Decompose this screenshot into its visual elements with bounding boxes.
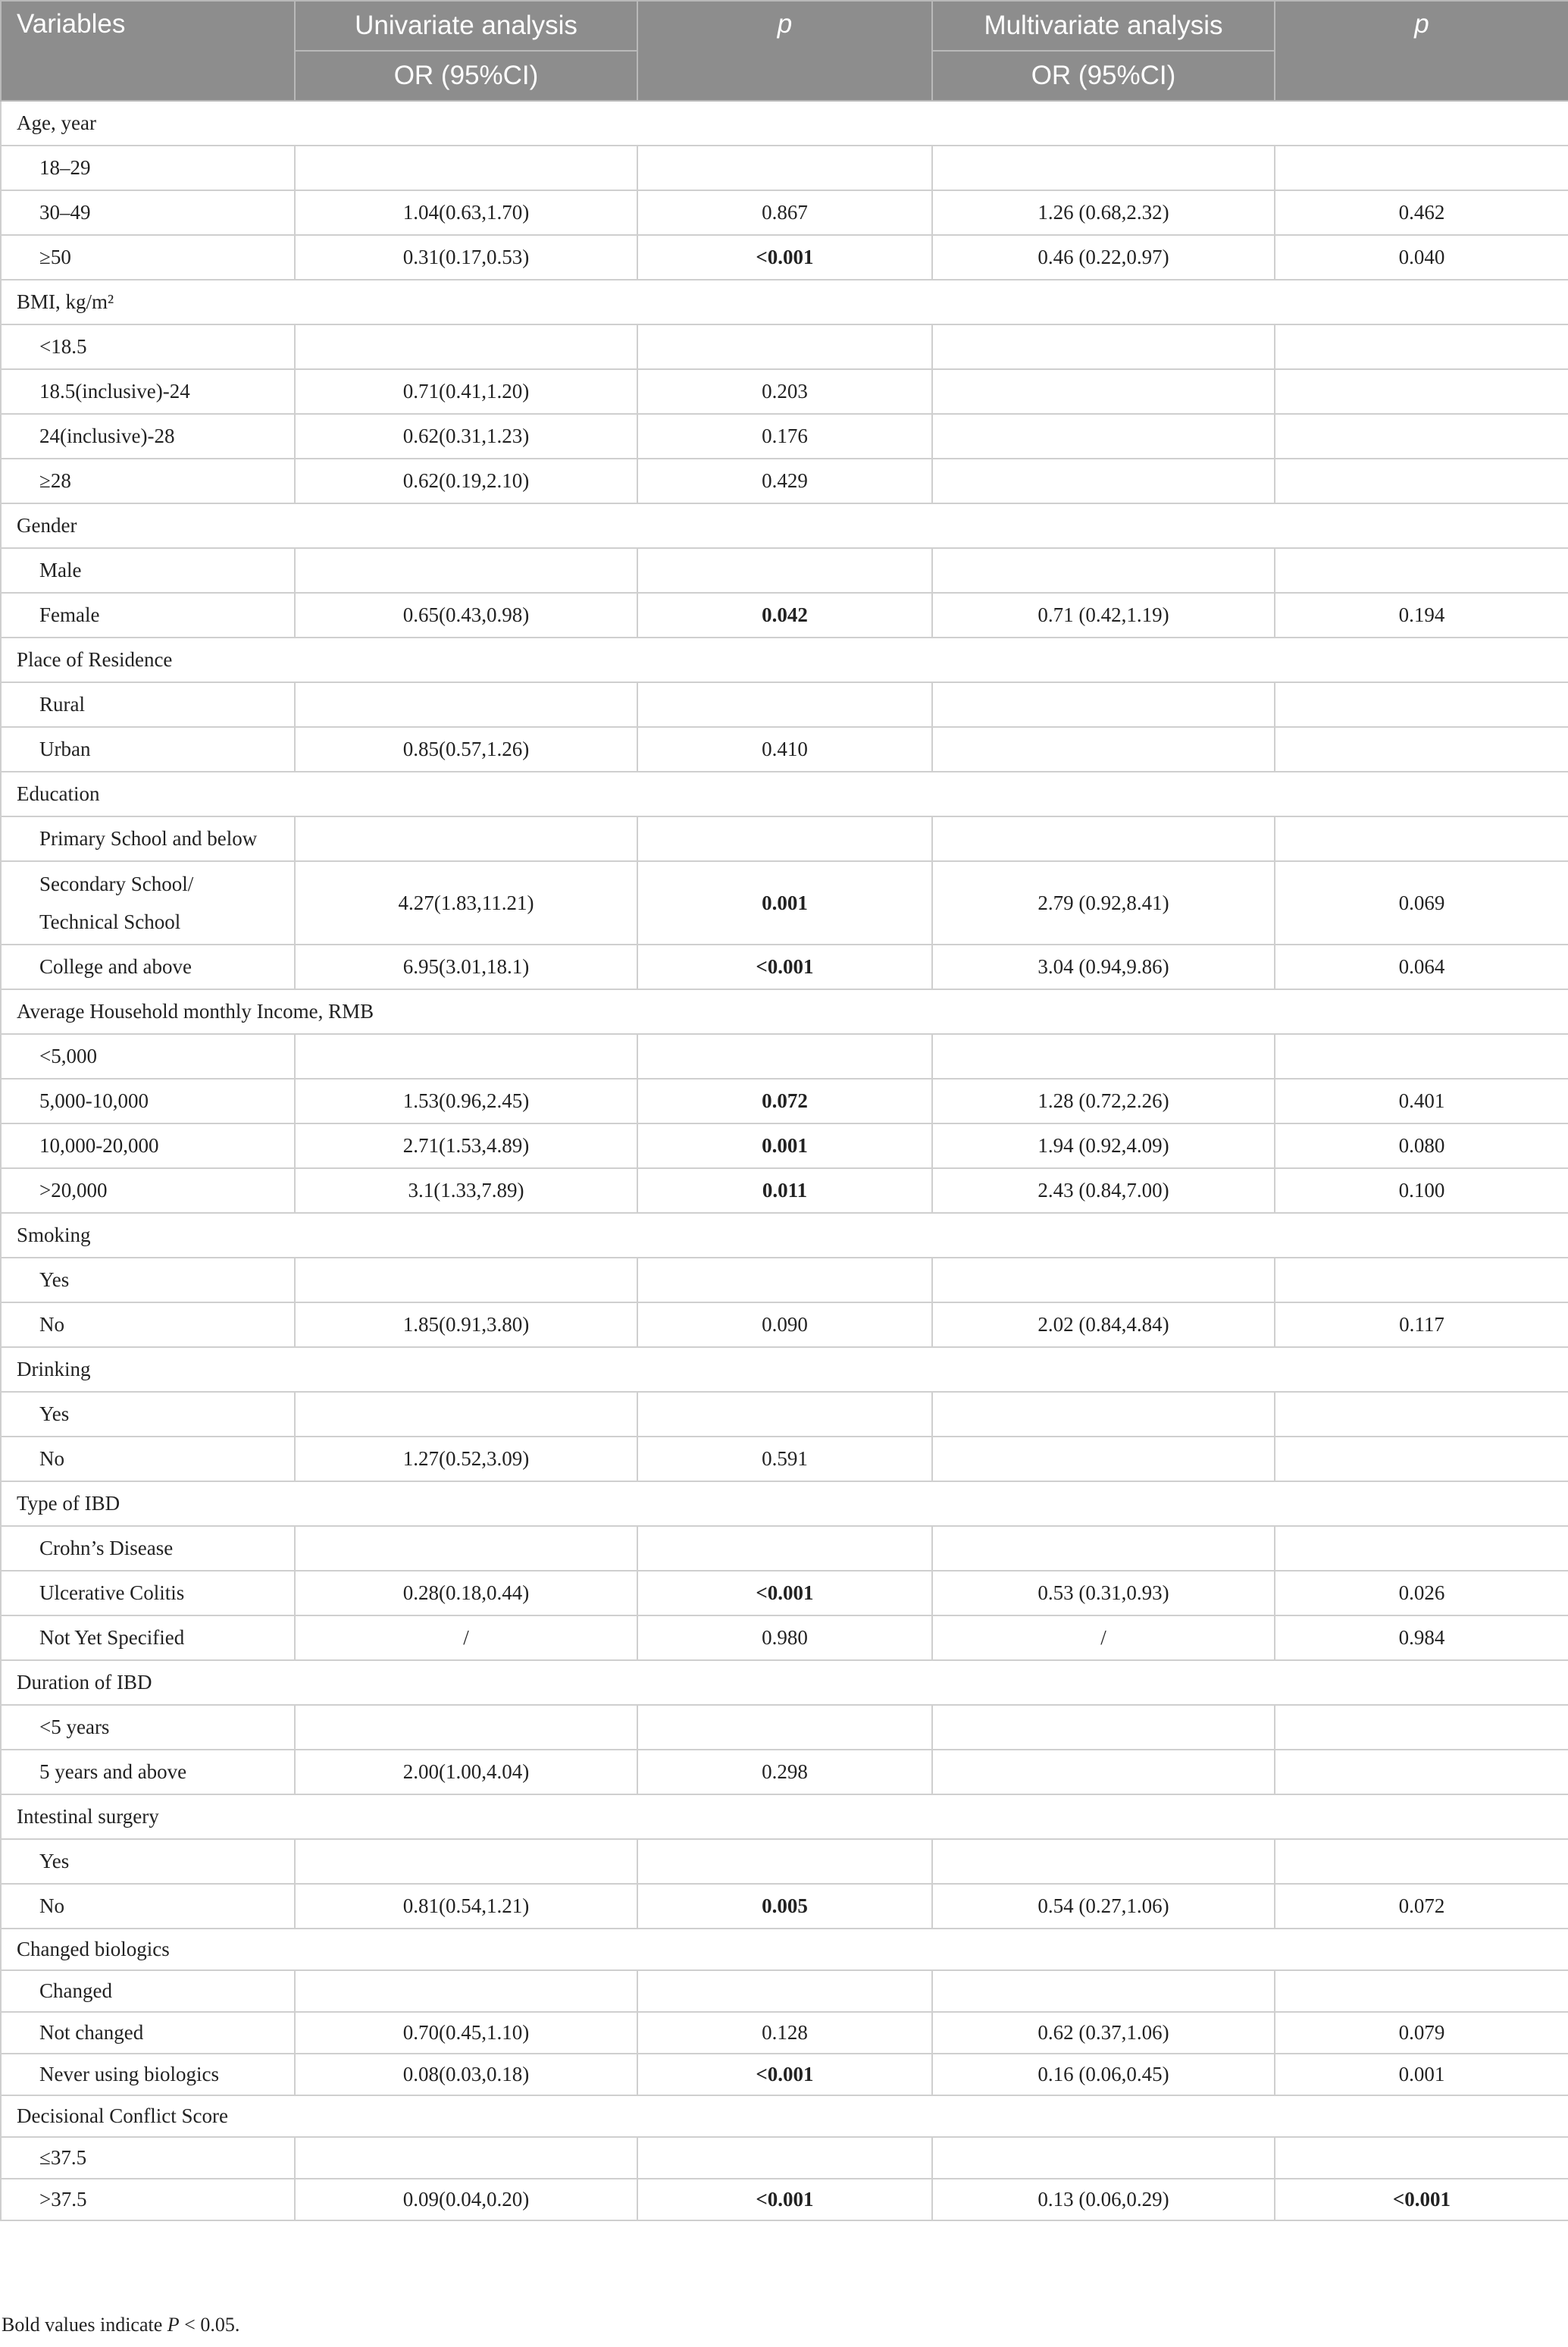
univariate-or-cell [295, 324, 637, 369]
table-row [1, 861, 1568, 945]
category-label: BMI, kg/m² [1, 280, 1568, 324]
table-row [1, 1034, 1568, 1079]
univariate-p-cell [637, 2137, 932, 2179]
multivariate-or-cell [932, 1437, 1275, 1481]
univariate-p-cell: 0.176 [637, 414, 932, 459]
multivariate-p-cell: 0.117 [1275, 1302, 1568, 1347]
multivariate-p-cell: 0.040 [1275, 235, 1568, 280]
header-univariate: Univariate analysis [295, 1, 637, 51]
table-row [1, 816, 1568, 861]
univariate-p-cell [637, 1526, 932, 1571]
table-row [1, 727, 1568, 772]
univariate-or-cell: 6.95(3.01,18.1) [295, 945, 637, 989]
category-label: Duration of IBD [1, 1660, 1568, 1705]
univariate-or-cell [295, 1034, 637, 1079]
table-row [1, 1392, 1568, 1437]
univariate-p-cell: 0.203 [637, 369, 932, 414]
category-label: Decisional Conflict Score [1, 2095, 1568, 2137]
univariate-or-cell [295, 1839, 637, 1884]
row-label: Ulcerative Colitis [1, 1571, 295, 1615]
footnote-p-letter: P [167, 2314, 180, 2336]
row-label: 5,000-10,000 [1, 1079, 295, 1123]
table-row [1, 2137, 1568, 2179]
univariate-or-cell: 1.53(0.96,2.45) [295, 1079, 637, 1123]
multivariate-or-cell [932, 1839, 1275, 1884]
multivariate-or-cell [932, 369, 1275, 414]
univariate-p-cell: 0.128 [637, 2012, 932, 2054]
univariate-or-cell: 0.71(0.41,1.20) [295, 369, 637, 414]
univariate-p-cell [637, 1258, 932, 1302]
multivariate-p-cell: 0.401 [1275, 1079, 1568, 1123]
multivariate-p-cell [1275, 1750, 1568, 1794]
multivariate-or-cell [932, 146, 1275, 190]
category-row [1, 1213, 1568, 1258]
table-row [1, 1750, 1568, 1794]
univariate-or-cell: 0.70(0.45,1.10) [295, 2012, 637, 2054]
table-row [1, 1571, 1568, 1615]
table-row [1, 1079, 1568, 1123]
multivariate-or-cell: 0.54 (0.27,1.06) [932, 1884, 1275, 1929]
table-row [1, 1705, 1568, 1750]
multivariate-or-cell [932, 1970, 1275, 2012]
row-label: <5 years [1, 1705, 295, 1750]
multivariate-or-cell [932, 1526, 1275, 1571]
univariate-or-cell: 2.00(1.00,4.04) [295, 1750, 637, 1794]
univariate-or-cell [295, 816, 637, 861]
univariate-or-cell: 0.28(0.18,0.44) [295, 1571, 637, 1615]
multivariate-p-cell [1275, 1437, 1568, 1481]
category-row [1, 1660, 1568, 1705]
footnote-text-before: Bold values indicate [2, 2314, 167, 2336]
row-label [1, 861, 295, 945]
univariate-p-cell [637, 1705, 932, 1750]
row-label: Not changed [1, 2012, 295, 2054]
univariate-p-cell: 0.298 [637, 1750, 932, 1794]
row-label: Changed [1, 1970, 295, 2012]
multivariate-p-cell [1275, 548, 1568, 593]
header-variables: Variables [1, 1, 295, 101]
univariate-p-cell: 0.429 [637, 459, 932, 503]
table-row [1, 2012, 1568, 2054]
multivariate-or-cell [932, 414, 1275, 459]
header-p-multivariate: p [1275, 1, 1568, 101]
header-multivariate: Multivariate analysis [932, 1, 1275, 51]
univariate-or-cell [295, 2137, 637, 2179]
univariate-or-cell: 0.65(0.43,0.98) [295, 593, 637, 638]
row-label: No [1, 1302, 295, 1347]
multivariate-or-cell [932, 324, 1275, 369]
univariate-p-cell: 0.072 [637, 1079, 932, 1123]
row-label: College and above [1, 945, 295, 989]
row-label: Crohn’s Disease [1, 1526, 295, 1571]
univariate-p-cell [637, 816, 932, 861]
multivariate-or-cell: 0.71 (0.42,1.19) [932, 593, 1275, 638]
row-label: 18.5(inclusive)-24 [1, 369, 295, 414]
category-label: Age, year [1, 101, 1568, 146]
univariate-or-cell [295, 1526, 637, 1571]
row-label-line-1: Secondary School/ [39, 873, 194, 895]
multivariate-p-cell [1275, 324, 1568, 369]
univariate-p-cell: 0.591 [637, 1437, 932, 1481]
row-label: No [1, 1437, 295, 1481]
table-row [1, 459, 1568, 503]
row-label: >37.5 [1, 2179, 295, 2220]
category-label: Average Household monthly Income, RMB [1, 989, 1568, 1034]
table-row [1, 1615, 1568, 1660]
table-row [1, 1526, 1568, 1571]
multivariate-or-cell: 0.13 (0.06,0.29) [932, 2179, 1275, 2220]
category-label: Type of IBD [1, 1481, 1568, 1526]
univariate-p-cell [637, 548, 932, 593]
multivariate-p-cell [1275, 2137, 1568, 2179]
header-p-univariate: p [637, 1, 932, 101]
multivariate-p-cell: 0.079 [1275, 2012, 1568, 2054]
univariate-or-cell: 1.27(0.52,3.09) [295, 1437, 637, 1481]
table-body [1, 101, 1568, 2220]
category-label: Changed biologics [1, 1929, 1568, 1970]
univariate-p-cell: 0.980 [637, 1615, 932, 1660]
multivariate-p-cell [1275, 727, 1568, 772]
multivariate-p-cell: <0.001 [1275, 2179, 1568, 2220]
category-label: Intestinal surgery [1, 1794, 1568, 1839]
row-label: Male [1, 548, 295, 593]
multivariate-or-cell: 1.94 (0.92,4.09) [932, 1123, 1275, 1168]
table-row [1, 1437, 1568, 1481]
multivariate-p-cell [1275, 1258, 1568, 1302]
multivariate-or-cell [932, 2137, 1275, 2179]
univariate-or-cell [295, 548, 637, 593]
univariate-p-cell [637, 1034, 932, 1079]
table-row [1, 324, 1568, 369]
multivariate-p-cell [1275, 1970, 1568, 2012]
row-label: Urban [1, 727, 295, 772]
univariate-p-cell: 0.410 [637, 727, 932, 772]
univariate-or-cell: 2.71(1.53,4.89) [295, 1123, 637, 1168]
univariate-p-cell: <0.001 [637, 945, 932, 989]
univariate-or-cell: 0.62(0.19,2.10) [295, 459, 637, 503]
multivariate-or-cell: 2.79 (0.92,8.41) [932, 861, 1275, 945]
footnote-text-after: < 0.05. [179, 2314, 240, 2336]
multivariate-or-cell [932, 816, 1275, 861]
category-row [1, 1347, 1568, 1392]
row-label: 24(inclusive)-28 [1, 414, 295, 459]
row-label: Yes [1, 1392, 295, 1437]
category-label: Gender [1, 503, 1568, 548]
multivariate-or-cell: 0.62 (0.37,1.06) [932, 2012, 1275, 2054]
univariate-p-cell: 0.011 [637, 1168, 932, 1213]
row-label: 10,000-20,000 [1, 1123, 295, 1168]
header-univariate-or: OR (95%CI) [295, 51, 637, 101]
table-header [1, 1, 1568, 101]
multivariate-p-cell [1275, 459, 1568, 503]
multivariate-p-cell [1275, 1705, 1568, 1750]
row-label: ≥28 [1, 459, 295, 503]
univariate-or-cell: 1.04(0.63,1.70) [295, 190, 637, 235]
category-row [1, 989, 1568, 1034]
univariate-or-cell: / [295, 1615, 637, 1660]
univariate-or-cell [295, 1392, 637, 1437]
row-label: <5,000 [1, 1034, 295, 1079]
multivariate-p-cell [1275, 1839, 1568, 1884]
row-label: No [1, 1884, 295, 1929]
table-row [1, 1168, 1568, 1213]
multivariate-or-cell: 2.43 (0.84,7.00) [932, 1168, 1275, 1213]
multivariate-p-cell [1275, 1034, 1568, 1079]
row-label-line-2: Technical School [39, 910, 181, 933]
univariate-p-cell: <0.001 [637, 235, 932, 280]
row-label: ≤37.5 [1, 2137, 295, 2179]
category-label: Place of Residence [1, 638, 1568, 682]
univariate-or-cell [295, 682, 637, 727]
multivariate-or-cell [932, 1258, 1275, 1302]
univariate-or-cell: 0.62(0.31,1.23) [295, 414, 637, 459]
multivariate-p-cell [1275, 414, 1568, 459]
multivariate-p-cell: 0.462 [1275, 190, 1568, 235]
row-label: Yes [1, 1258, 295, 1302]
multivariate-p-cell [1275, 682, 1568, 727]
multivariate-or-cell: / [932, 1615, 1275, 1660]
univariate-p-cell [637, 324, 932, 369]
univariate-p-cell [637, 1392, 932, 1437]
multivariate-or-cell: 1.28 (0.72,2.26) [932, 1079, 1275, 1123]
multivariate-or-cell: 2.02 (0.84,4.84) [932, 1302, 1275, 1347]
univariate-p-cell [637, 1839, 932, 1884]
table-row [1, 190, 1568, 235]
category-row [1, 280, 1568, 324]
multivariate-p-cell [1275, 1392, 1568, 1437]
table-row [1, 593, 1568, 638]
univariate-or-cell [295, 1705, 637, 1750]
univariate-or-cell: 1.85(0.91,3.80) [295, 1302, 637, 1347]
table-row [1, 1123, 1568, 1168]
table-row [1, 2179, 1568, 2220]
category-row [1, 1481, 1568, 1526]
univariate-p-cell [637, 146, 932, 190]
univariate-or-cell: 0.81(0.54,1.21) [295, 1884, 637, 1929]
row-label: Female [1, 593, 295, 638]
category-label: Smoking [1, 1213, 1568, 1258]
row-label: Never using biologics [1, 2054, 295, 2095]
univariate-or-cell [295, 1970, 637, 2012]
multivariate-or-cell [932, 1034, 1275, 1079]
multivariate-p-cell: 0.001 [1275, 2054, 1568, 2095]
multivariate-p-cell [1275, 1526, 1568, 1571]
category-row [1, 772, 1568, 816]
univariate-or-cell: 0.09(0.04,0.20) [295, 2179, 637, 2220]
table-row [1, 682, 1568, 727]
multivariate-or-cell: 0.53 (0.31,0.93) [932, 1571, 1275, 1615]
row-label: 30–49 [1, 190, 295, 235]
multivariate-p-cell [1275, 369, 1568, 414]
category-row [1, 2095, 1568, 2137]
category-label: Drinking [1, 1347, 1568, 1392]
multivariate-or-cell [932, 1705, 1275, 1750]
univariate-or-cell: 0.08(0.03,0.18) [295, 2054, 637, 2095]
table-row [1, 235, 1568, 280]
multivariate-p-cell: 0.100 [1275, 1168, 1568, 1213]
table-row [1, 1884, 1568, 1929]
multivariate-or-cell: 1.26 (0.68,2.32) [932, 190, 1275, 235]
univariate-or-cell: 0.31(0.17,0.53) [295, 235, 637, 280]
multivariate-or-cell: 0.46 (0.22,0.97) [932, 235, 1275, 280]
multivariate-p-cell: 0.080 [1275, 1123, 1568, 1168]
row-label: Not Yet Specified [1, 1615, 295, 1660]
multivariate-p-cell: 0.026 [1275, 1571, 1568, 1615]
row-label: Rural [1, 682, 295, 727]
univariate-or-cell: 0.85(0.57,1.26) [295, 727, 637, 772]
multivariate-p-cell: 0.072 [1275, 1884, 1568, 1929]
table-row [1, 1302, 1568, 1347]
table-row [1, 369, 1568, 414]
univariate-or-cell [295, 1258, 637, 1302]
row-label: ≥50 [1, 235, 295, 280]
univariate-p-cell [637, 1970, 932, 2012]
multivariate-p-cell [1275, 816, 1568, 861]
row-label: Primary School and below [1, 816, 295, 861]
table-row [1, 146, 1568, 190]
univariate-p-cell: <0.001 [637, 1571, 932, 1615]
univariate-p-cell: 0.867 [637, 190, 932, 235]
category-row [1, 503, 1568, 548]
row-label: <18.5 [1, 324, 295, 369]
multivariate-or-cell [932, 1750, 1275, 1794]
multivariate-p-cell: 0.984 [1275, 1615, 1568, 1660]
univariate-p-cell: 0.042 [637, 593, 932, 638]
table-row [1, 1258, 1568, 1302]
table-row [1, 548, 1568, 593]
univariate-or-cell: 3.1(1.33,7.89) [295, 1168, 637, 1213]
univariate-p-cell: 0.001 [637, 1123, 932, 1168]
multivariate-or-cell [932, 727, 1275, 772]
univariate-p-cell: <0.001 [637, 2054, 932, 2095]
table-row [1, 2054, 1568, 2095]
univariate-p-cell: 0.001 [637, 861, 932, 945]
multivariate-or-cell: 3.04 (0.94,9.86) [932, 945, 1275, 989]
multivariate-or-cell [932, 548, 1275, 593]
table-row [1, 1839, 1568, 1884]
table-row [1, 414, 1568, 459]
multivariate-or-cell [932, 1392, 1275, 1437]
table-row [1, 945, 1568, 989]
multivariate-or-cell [932, 682, 1275, 727]
category-label: Education [1, 772, 1568, 816]
univariate-or-cell: 4.27(1.83,11.21) [295, 861, 637, 945]
multivariate-or-cell: 0.16 (0.06,0.45) [932, 2054, 1275, 2095]
multivariate-p-cell: 0.069 [1275, 861, 1568, 945]
univariate-p-cell [637, 682, 932, 727]
row-label: 5 years and above [1, 1750, 295, 1794]
row-label: >20,000 [1, 1168, 295, 1213]
univariate-p-cell: <0.001 [637, 2179, 932, 2220]
category-row [1, 638, 1568, 682]
univariate-p-cell: 0.090 [637, 1302, 932, 1347]
row-label: Yes [1, 1839, 295, 1884]
row-label: 18–29 [1, 146, 295, 190]
univariate-or-cell [295, 146, 637, 190]
multivariate-p-cell: 0.064 [1275, 945, 1568, 989]
category-row [1, 101, 1568, 146]
table-row [1, 1970, 1568, 2012]
multivariate-p-cell: 0.194 [1275, 593, 1568, 638]
table-footnote [2, 2314, 239, 2336]
univariate-p-cell: 0.005 [637, 1884, 932, 1929]
header-multivariate-or: OR (95%CI) [932, 51, 1275, 101]
category-row [1, 1929, 1568, 1970]
category-row [1, 1794, 1568, 1839]
multivariate-p-cell [1275, 146, 1568, 190]
multivariate-or-cell [932, 459, 1275, 503]
